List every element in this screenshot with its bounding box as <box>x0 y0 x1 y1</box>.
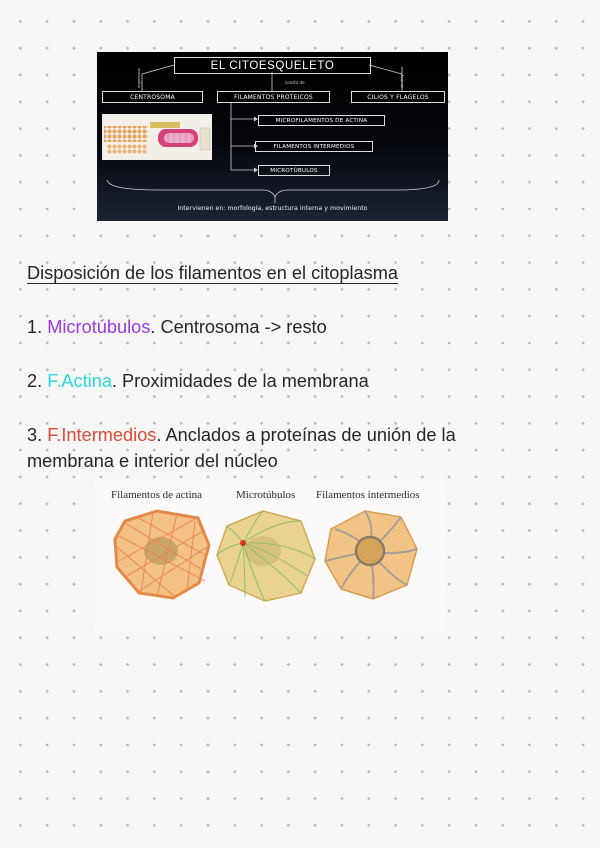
note-item-actina <box>27 368 369 394</box>
item-number: 2. <box>27 371 48 391</box>
item-text: . Proximidades de la membrana <box>111 371 369 391</box>
cytoskeleton-concept-map <box>97 52 448 221</box>
item-term: F.Actina <box>47 371 112 391</box>
left-vertical-label: organizado <box>136 68 141 88</box>
note-item-microtubulos <box>27 314 327 340</box>
node-microtubulos: MICROTÚBULOS <box>258 165 330 176</box>
concept-map-title: EL CITOESQUELETO <box>174 57 371 74</box>
actin-cell <box>115 511 209 598</box>
node-centrosoma: CENTROSOMA <box>102 91 203 103</box>
filament-distribution-figure <box>95 481 445 631</box>
item-number: 1. <box>27 317 48 337</box>
section-heading: Disposición de los filamentos en el citoplasma <box>27 263 399 283</box>
node-cilios-flagelos: CILIOS Y FLAGELOS <box>351 91 445 103</box>
label-microtubules: Microtúbulos <box>236 489 296 501</box>
intermediate-filament-cell <box>325 511 417 599</box>
item-number: 3. <box>27 425 48 445</box>
consta-de-label: consta de <box>285 80 305 85</box>
node-filamentos-proteicos: FILAMENTOS PROTEICOS <box>217 91 330 103</box>
node-microfilamentos-actina: MICROFILAMENTOS DE ACTINA <box>258 115 385 126</box>
label-intermediate: Filamentos intermedios <box>316 489 420 501</box>
item-term: Microtúbulos <box>47 317 151 337</box>
item-term: F.Intermedios <box>47 425 157 445</box>
item-text: . Anclados a proteínas de unión de la membrana e interior del núcleo <box>27 425 456 471</box>
cell-illustrations <box>95 481 445 631</box>
right-vertical-label: se desplaza <box>399 66 404 88</box>
note-item-intermedios <box>27 422 527 474</box>
item-text: . Centrosoma -> resto <box>150 317 327 337</box>
label-actin: Filamentos de actina <box>111 489 203 501</box>
node-filamentos-intermedios: FILAMENTOS INTERMEDIOS <box>255 141 373 152</box>
concept-map-caption: Intervienen en: morfología, estructura interna y movimiento <box>177 205 368 212</box>
microtubule-cell <box>217 511 315 601</box>
actin-filament-illustration <box>102 114 212 160</box>
